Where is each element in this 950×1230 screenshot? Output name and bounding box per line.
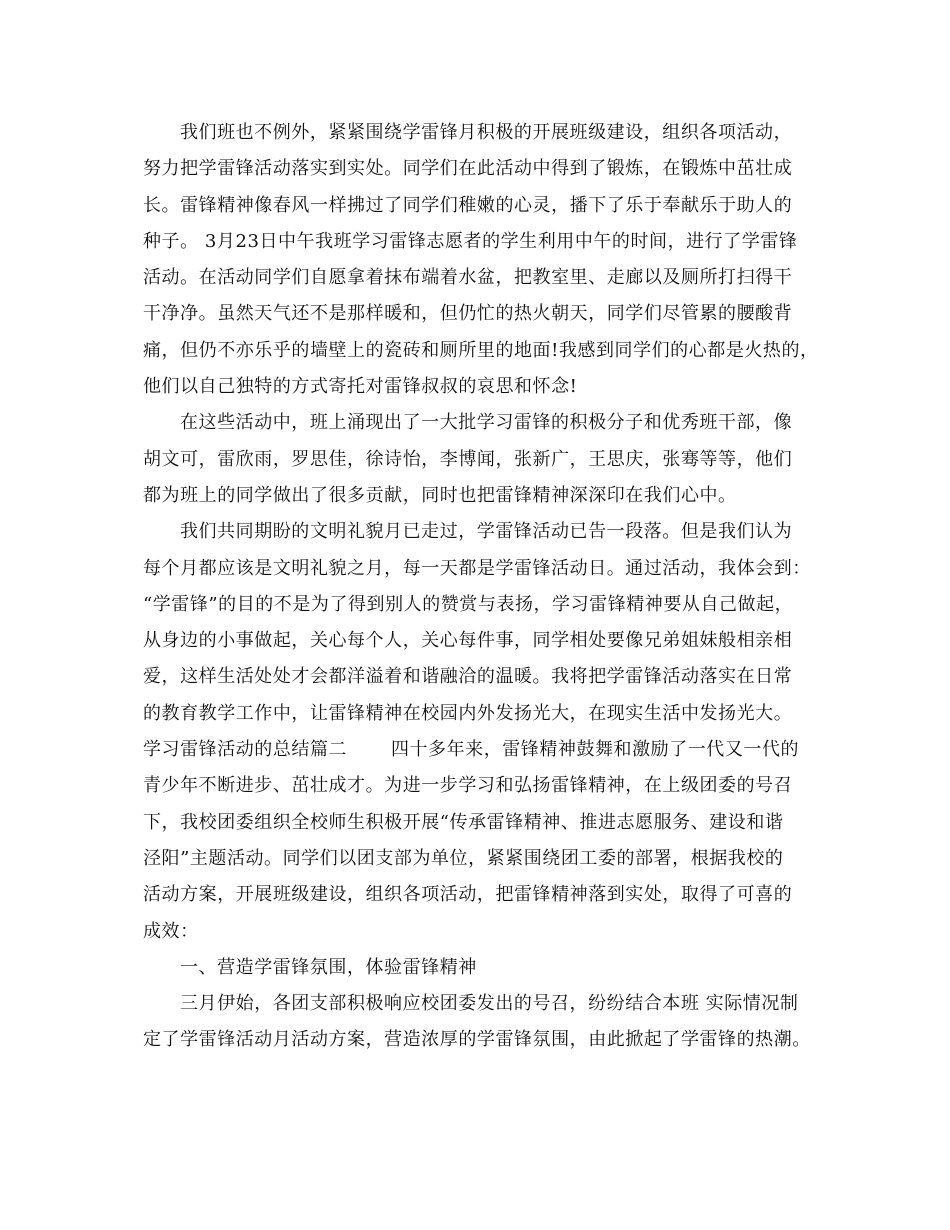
document-body: [143, 115, 823, 1059]
text-line: 青少年不断进步、茁壮成才。为进一步学习和弘扬雷锋精神，在上级团委的号召: [143, 775, 793, 797]
text-line: 学习雷锋活动的总结篇二 四十多年来，雷锋精神鼓舞和激励了一代又一代的: [143, 739, 800, 761]
text-line: 他们以自己独特的方式寄托对雷锋叔叔的哀思和怀念!: [143, 376, 578, 398]
text-line: 在这些活动中，班上涌现出了一大批学习雷锋的积极分子和优秀班干部，像: [180, 412, 793, 434]
text-line: “学雷锋”的目的不是为了得到别人的赞赏与表扬，学习雷锋精神要从自己做起，: [143, 593, 794, 615]
text-line: 每个月都应该是文明礼貌之月，每一天都是学雷锋活动日。通过活动，我体会到：: [143, 557, 811, 579]
text-line: 定了学雷锋活动月活动方案，营造浓厚的学雷锋氛围，由此掀起了学雷锋的热潮。: [143, 1029, 811, 1051]
text-line: 一、营造学雷锋氛围，体验雷锋精神: [180, 956, 477, 978]
text-line: 痛，但仍不亦乐乎的墙壁上的瓷砖和厕所里的地面!我感到同学们的心都是火热的，: [143, 339, 819, 361]
text-line: 泾阳”主题活动。同学们以团支部为单位，紧紧围绕团工委的部署，根据我校的: [143, 847, 784, 869]
text-line: 我们班也不例外，紧紧围绕学雷锋月积极的开展班级建设，组织各项活动，: [180, 122, 793, 143]
text-line: 活动。在活动同学们自愿拿着抹布端着水盆，把教室里、走廊以及厕所打扫得干: [143, 267, 793, 289]
text-line: 从身边的小事做起，关心每个人，关心每件事，同学相处要像兄弟姐妹般相亲相: [143, 630, 793, 652]
text-line: 努力把学雷锋活动落实到实处。同学们在此活动中得到了锻炼，在锻炼中茁壮成: [143, 158, 793, 180]
text-line: 胡文可，雷欣雨，罗思佳，徐诗怡，李博闻，张新广，王思庆，张骞等等，他们: [143, 448, 793, 470]
text-line: 都为班上的同学做出了很多贡献，同时也把雷锋精神深深印在我们心中。: [143, 484, 737, 506]
text-line: 下，我校团委组织全校师生积极开展“传承雷锋精神、推进志愿服务、建设和谐: [143, 811, 784, 833]
text-line: 的教育教学工作中，让雷锋精神在校园内外发扬光大，在现实生活中发扬光大。: [143, 702, 793, 724]
text-line: 长。雷锋精神像春风一样拂过了同学们稚嫩的心灵，播下了乐于奉献乐于助人的: [143, 194, 793, 216]
text-line: 我们共同期盼的文明礼貌月已走过，学雷锋活动已告一段落。但是我们认为: [180, 521, 793, 543]
text-line: 种子。 3月23日中午我班学习雷锋志愿者的学生利用中午的时间，进行了学雷锋: [143, 230, 798, 252]
text-line: 活动方案，开展班级建设，组织各项活动，把雷锋精神落到实处，取得了可喜的: [143, 884, 793, 906]
text-line: 干净净。虽然天气还不是那样暖和，但仍忙的热火朝天，同学们尽管累的腰酸背: [143, 303, 793, 325]
text-line: 爱，这样生活处处才会都洋溢着和谐融洽的温暖。我将把学雷锋活动落实在日常: [143, 666, 793, 688]
text-line: 三月伊始，各团支部积极响应校团委发出的号召，纷纷结合本班 实际情况制: [180, 993, 799, 1015]
text-line: 成效：: [143, 920, 199, 942]
